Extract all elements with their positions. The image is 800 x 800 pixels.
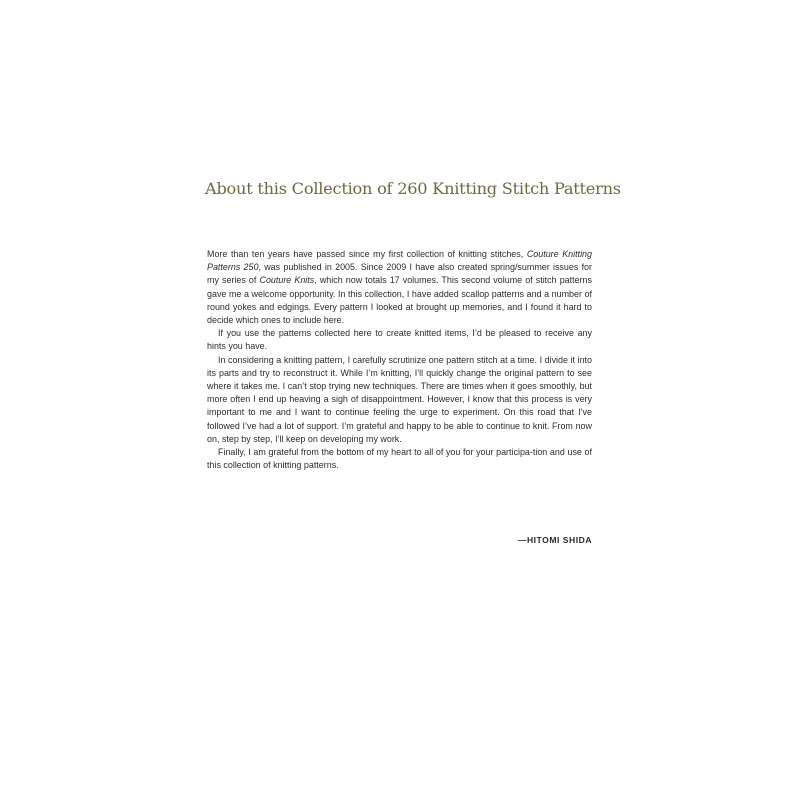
paragraph-4 (207, 446, 592, 472)
page-title: About this Collection of 260 Knitting Stitch Patterns (205, 179, 621, 198)
paragraph-4-text: Finally, I am grateful from the bottom of my heart to all of you for your participa-tion and use of this collection of knitting patterns. (207, 447, 592, 471)
body-text (207, 248, 592, 472)
paragraph-3-text: In considering a knitting pattern, I carefully scrutinize one pattern stitch at a time. I divide it into its parts and try to reconstruct it. While I’m knitting, I’ll quickly change the original pattern to see where it takes me. I can’t stop trying new techniques. There are times when it goes smoothly, but more often I end up heaving a sigh of disappointment. However, I know that this process is very important to me and I want to continue feeling the urge to experiment. On this road that I’ve followed I’ve had a lot of support. I’m grateful and happy to be able to continue to knit. From now on, step by step, I’ll keep on developing my work. (207, 354, 592, 444)
series-title-couture-knits: Couture Knits (259, 275, 315, 286)
paragraph-2 (207, 327, 592, 353)
book-title-couture-knitting-patterns: Couture Knitting Patterns 250 (207, 249, 593, 273)
paragraph-1-text-b: , was published in 2005. Since 2009 I have also created spring/summer issues for my series of (207, 262, 592, 286)
author-signature: —HITOMI SHIDA (517, 535, 592, 545)
paragraph-3 (207, 354, 592, 446)
paragraph-1-text-c: , which now totals 17 volumes. This second volume of stitch patterns gave me a welcome opportunity. In this collection, I have added scallop patterns and a number of round yokes and edgings. Every pattern I looked at brought up memories, and I found it hard to decide which ones to include here. (207, 275, 592, 326)
paragraph-1-text-a: More than ten years have passed since my first collection of knitting stitches, (207, 249, 527, 259)
paragraph-1 (207, 248, 592, 327)
paragraph-2-text: If you use the patterns collected here to create knitted items, I’d be pleased to receive any hints you have. (207, 328, 592, 352)
